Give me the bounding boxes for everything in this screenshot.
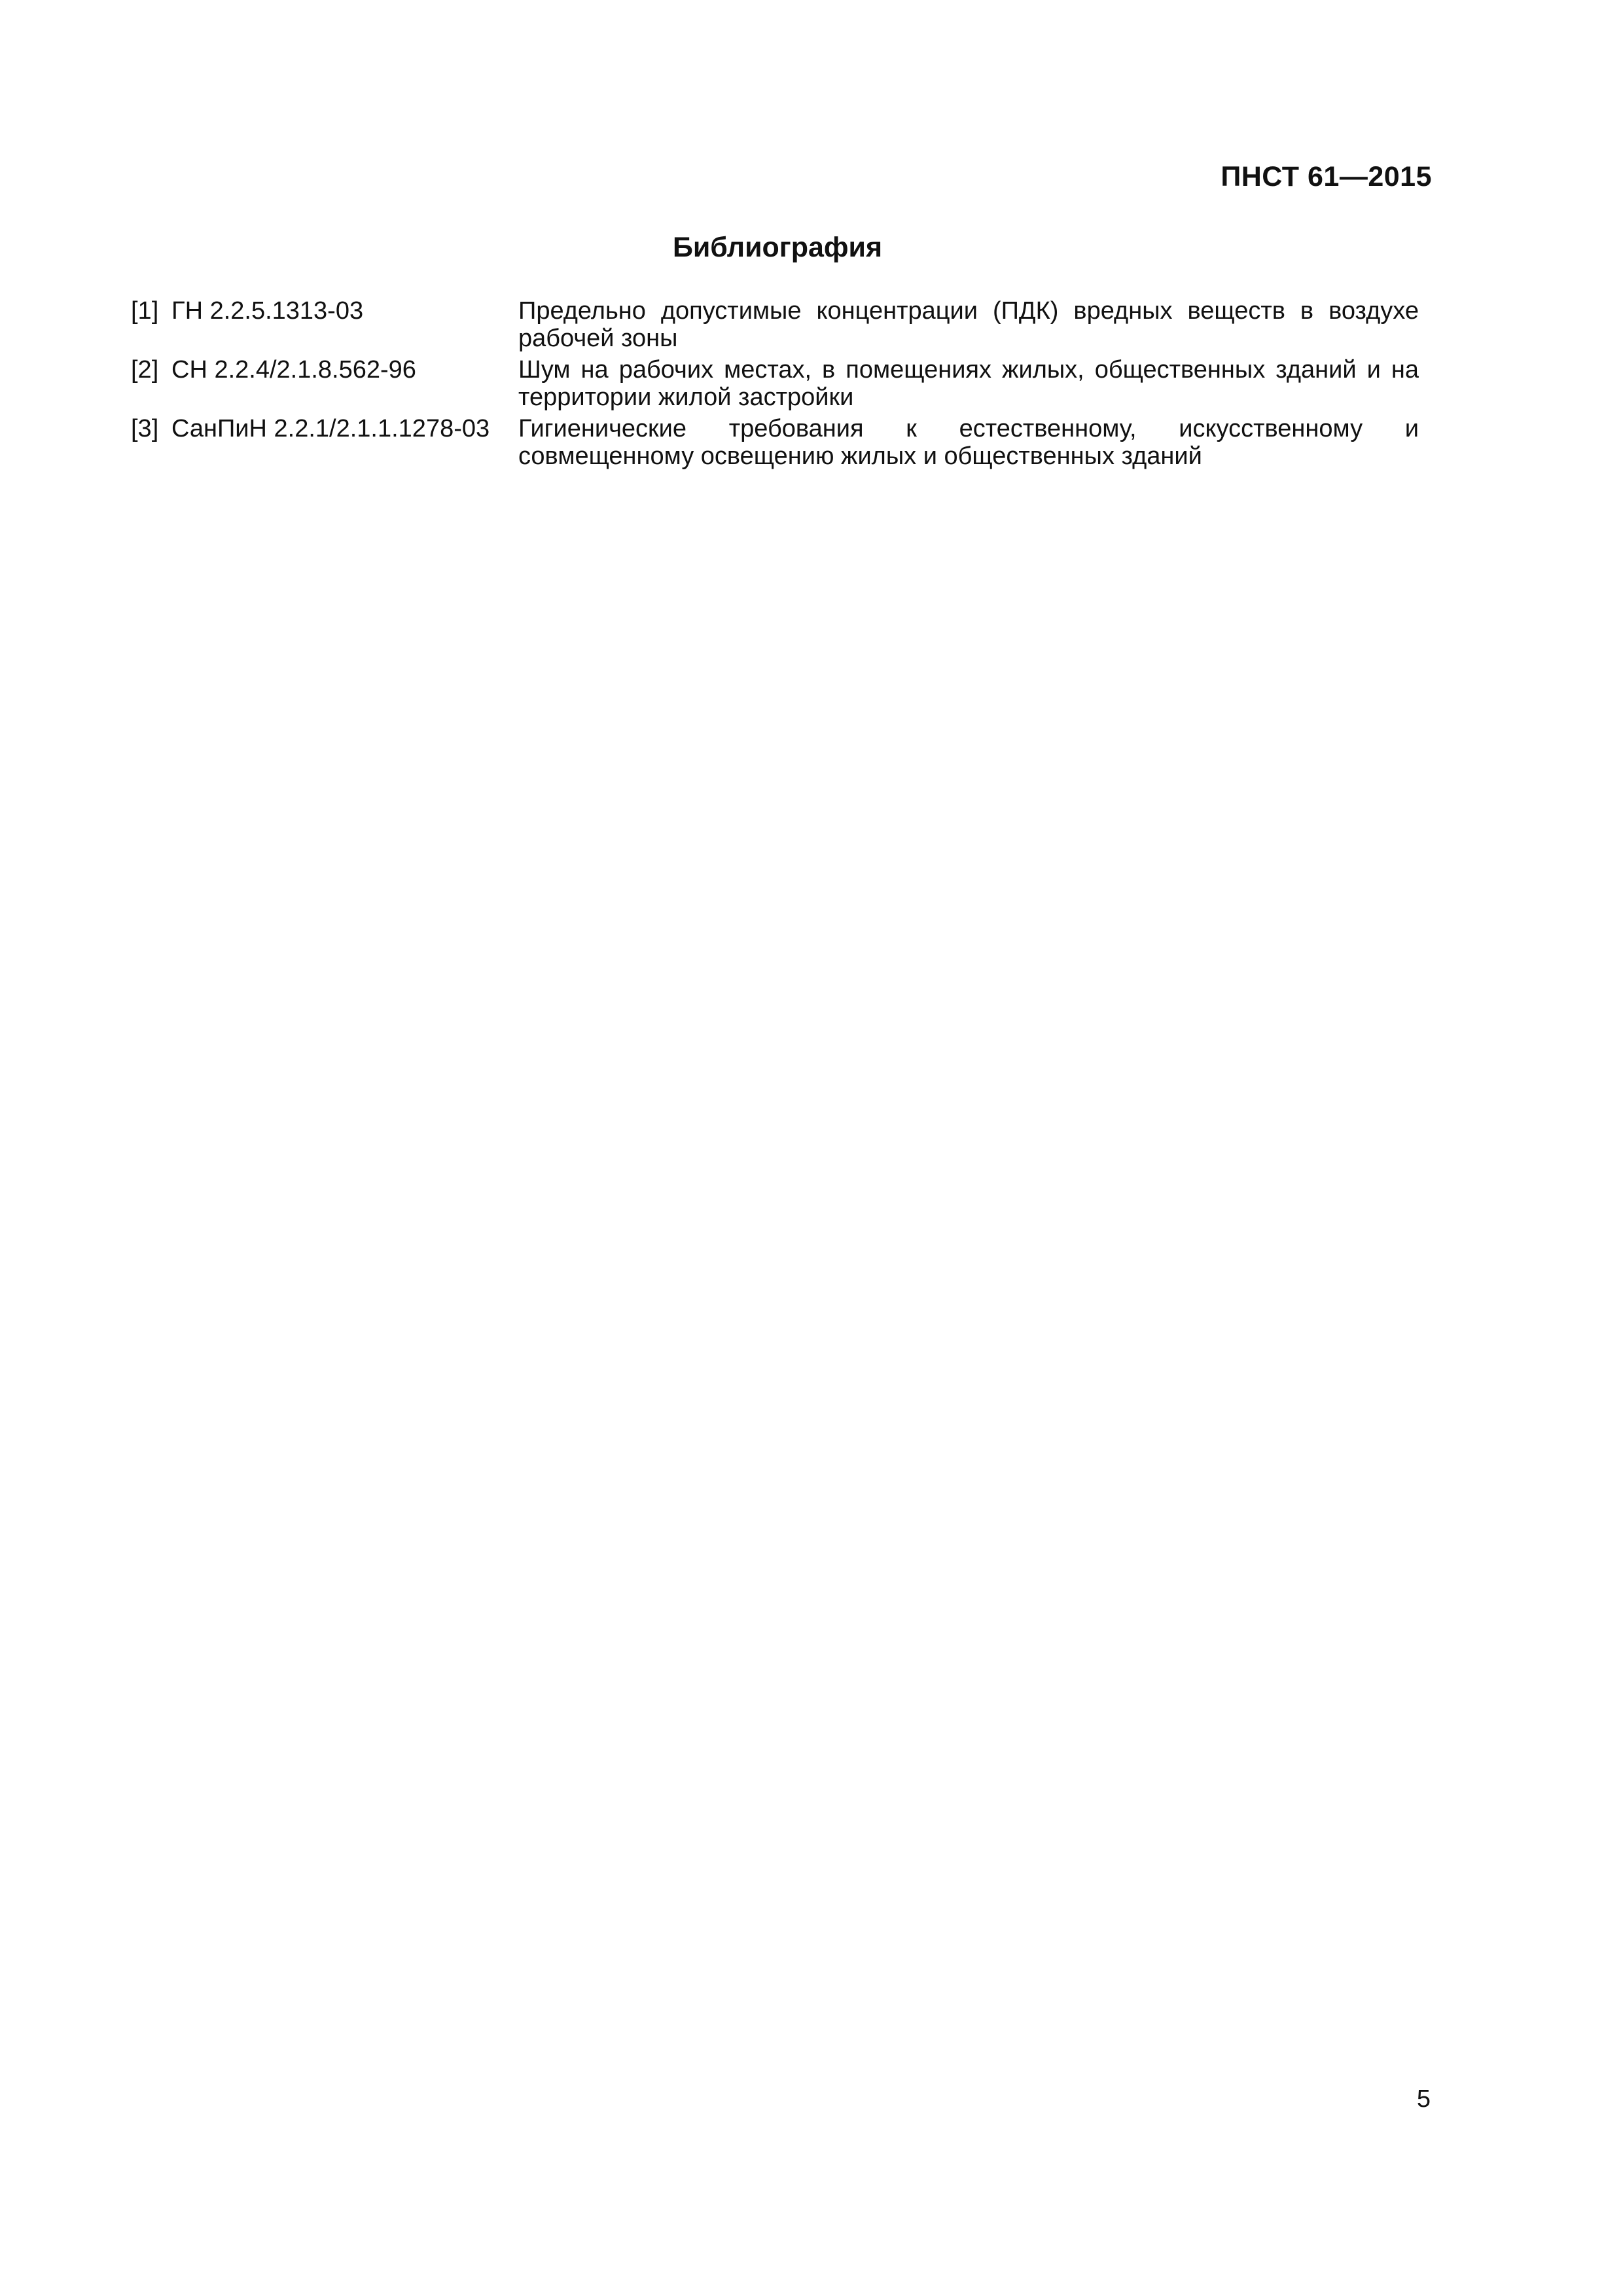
bibliography-title: Библиография (672, 232, 883, 263)
entry-description: Гигиенические требования к естественному, искусственному и совмещенному освещению жилых и общественных зданий (518, 415, 1419, 470)
page-number: 5 (1416, 2085, 1431, 2113)
entry-description: Шум на рабочих местах, в помещениях жилых, общественных зданий и на территории жилой застройки (518, 356, 1419, 411)
entry-number: [1] (131, 297, 159, 325)
entry-code: СанПиН 2.2.1/2.1.1.1278-03 (171, 415, 490, 442)
bibliography-reference (131, 297, 518, 325)
document-code: ПНСТ 61—2015 (1221, 161, 1432, 192)
bibliography-list (131, 297, 1419, 474)
bibliography-entry-1 (131, 297, 1419, 352)
bibliography-reference (131, 356, 518, 384)
entry-number: [2] (131, 356, 159, 384)
bibliography-reference (131, 415, 518, 442)
entry-code: СН 2.2.4/2.1.8.562-96 (171, 356, 416, 384)
entry-code: ГН 2.2.5.1313-03 (171, 297, 364, 325)
bibliography-entry-2 (131, 356, 1419, 411)
bibliography-entry-3 (131, 415, 1419, 470)
entry-number: [3] (131, 415, 159, 442)
entry-description: Предельно допустимые концентрации (ПДК) вредных веществ в воздухе рабочей зоны (518, 297, 1419, 352)
